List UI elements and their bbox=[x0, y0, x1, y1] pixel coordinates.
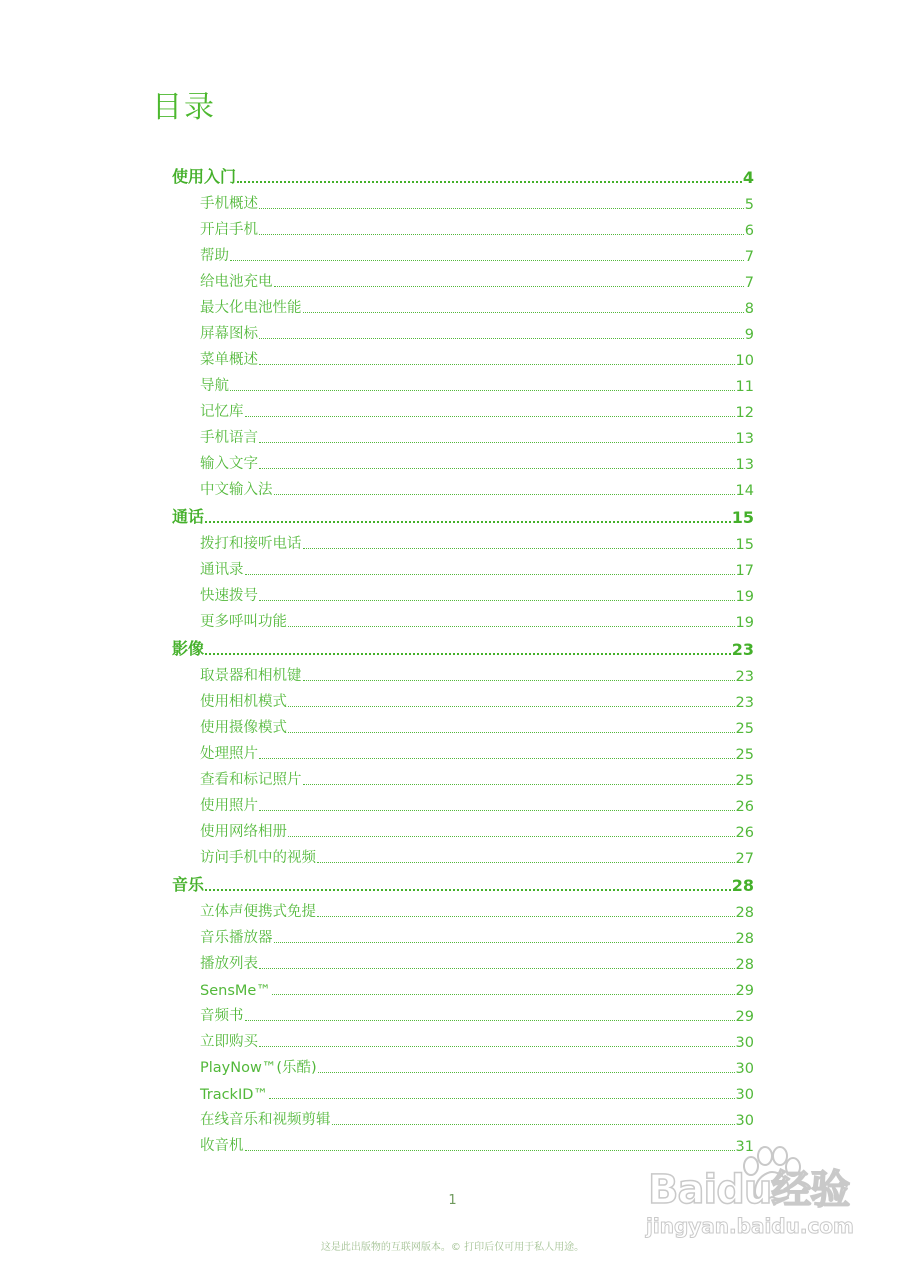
toc-label: TrackID™ bbox=[200, 1087, 268, 1103]
toc-label: 访问手机中的视频 bbox=[200, 850, 316, 866]
toc-entry bbox=[172, 449, 754, 475]
dot-leader bbox=[274, 493, 735, 495]
toc-label: 音乐 bbox=[172, 875, 205, 894]
toc-label: 通话 bbox=[172, 507, 205, 526]
toc-page-number: 13 bbox=[735, 431, 754, 447]
toc-entry bbox=[172, 371, 754, 397]
dot-leader bbox=[259, 967, 735, 969]
dot-leader bbox=[237, 180, 742, 183]
toc-page-number: 28 bbox=[735, 931, 754, 947]
toc-page-number: 23 bbox=[731, 640, 754, 659]
toc-entry bbox=[172, 529, 754, 555]
toc-page-number: 28 bbox=[731, 876, 754, 895]
footer-note: 这是此出版物的互联网版本。© 打印后仅可用于私人用途。 bbox=[320, 1242, 585, 1253]
toc-entry bbox=[172, 1053, 754, 1079]
toc-label: 手机概述 bbox=[200, 196, 258, 212]
toc-entry bbox=[172, 1105, 754, 1131]
toc-entry bbox=[172, 215, 754, 241]
dot-leader bbox=[259, 809, 735, 811]
watermark-url: jingyan.baidu.com bbox=[646, 1214, 854, 1238]
dot-leader bbox=[245, 415, 735, 417]
toc-entry bbox=[172, 661, 754, 687]
toc-entry bbox=[172, 475, 754, 501]
toc-label: 更多呼叫功能 bbox=[200, 614, 287, 630]
toc-entry bbox=[172, 581, 754, 607]
toc-page-number: 31 bbox=[735, 1139, 754, 1155]
toc-label: 最大化电池性能 bbox=[200, 300, 302, 316]
toc-entry bbox=[172, 189, 754, 215]
toc-page-number: 29 bbox=[735, 983, 754, 999]
toc-label: 使用摄像模式 bbox=[200, 720, 287, 736]
toc-label: 通讯录 bbox=[200, 562, 244, 578]
dot-leader bbox=[259, 599, 735, 601]
toc-label: 处理照片 bbox=[200, 746, 258, 762]
toc-label: 查看和标记照片 bbox=[200, 772, 302, 788]
toc-entry bbox=[172, 923, 754, 949]
toc-label: 快速拨号 bbox=[200, 588, 258, 604]
toc-entry bbox=[172, 267, 754, 293]
dot-leader bbox=[332, 1123, 735, 1125]
toc-page-number: 25 bbox=[735, 747, 754, 763]
toc-page-number: 7 bbox=[744, 249, 754, 265]
toc-page-number: 26 bbox=[735, 799, 754, 815]
dot-leader bbox=[259, 363, 735, 365]
toc-label: 给电池充电 bbox=[200, 274, 273, 290]
toc-entry bbox=[172, 555, 754, 581]
toc-entry bbox=[172, 897, 754, 923]
toc-label: 播放列表 bbox=[200, 956, 258, 972]
toc-label: 立即购买 bbox=[200, 1034, 258, 1050]
toc-label: 使用相机模式 bbox=[200, 694, 287, 710]
dot-leader bbox=[259, 441, 735, 443]
dot-leader bbox=[274, 285, 744, 287]
dot-leader bbox=[230, 259, 744, 261]
toc-label: 使用入门 bbox=[172, 167, 237, 186]
toc-entry bbox=[172, 975, 754, 1001]
dot-leader bbox=[288, 625, 735, 627]
toc-label: SensMe™ bbox=[200, 983, 271, 999]
dot-leader bbox=[272, 993, 735, 995]
toc-entry bbox=[172, 345, 754, 371]
toc-entry bbox=[172, 319, 754, 345]
toc-page-number: 23 bbox=[735, 669, 754, 685]
dot-leader bbox=[259, 233, 744, 235]
toc-page-number: 19 bbox=[735, 615, 754, 631]
dot-leader bbox=[269, 1097, 735, 1099]
dot-leader bbox=[288, 835, 735, 837]
dot-leader bbox=[317, 915, 735, 917]
dot-leader bbox=[245, 1019, 735, 1021]
watermark-logo: Baidu经验 bbox=[648, 1167, 850, 1213]
dot-leader bbox=[205, 888, 731, 891]
toc-page-number: 30 bbox=[735, 1113, 754, 1129]
toc-label: 取景器和相机键 bbox=[200, 668, 302, 684]
toc-entry bbox=[172, 293, 754, 319]
toc-label: 开启手机 bbox=[200, 222, 258, 238]
dot-leader bbox=[303, 547, 735, 549]
dot-leader bbox=[303, 783, 735, 785]
toc-section-heading bbox=[172, 503, 754, 529]
toc-page-number: 15 bbox=[735, 537, 754, 553]
toc-page-number: 25 bbox=[735, 773, 754, 789]
toc-page-number: 29 bbox=[735, 1009, 754, 1025]
dot-leader bbox=[303, 679, 735, 681]
page-number: 1 bbox=[448, 1193, 457, 1208]
toc-label: 屏幕图标 bbox=[200, 326, 258, 342]
toc-page-number: 7 bbox=[744, 275, 754, 291]
toc-page-number: 9 bbox=[744, 327, 754, 343]
toc-page-number: 27 bbox=[735, 851, 754, 867]
toc-page-number: 28 bbox=[735, 957, 754, 973]
toc-label: 立体声便携式免提 bbox=[200, 904, 316, 920]
toc-label: 导航 bbox=[200, 378, 229, 394]
toc-label: 在线音乐和视频剪辑 bbox=[200, 1112, 331, 1128]
toc-page-number: 25 bbox=[735, 721, 754, 737]
toc-section-heading bbox=[172, 871, 754, 897]
toc-page-number: 30 bbox=[735, 1087, 754, 1103]
toc-entry bbox=[172, 817, 754, 843]
page-title: 目录 bbox=[152, 90, 216, 125]
toc-entry bbox=[172, 607, 754, 633]
toc-label: 音乐播放器 bbox=[200, 930, 273, 946]
toc-label: 手机语言 bbox=[200, 430, 258, 446]
toc-label: 音频书 bbox=[200, 1008, 244, 1024]
toc-page-number: 5 bbox=[744, 197, 754, 213]
dot-leader bbox=[245, 573, 735, 575]
toc-entry bbox=[172, 687, 754, 713]
dot-leader bbox=[205, 520, 731, 523]
toc-entry bbox=[172, 241, 754, 267]
toc-page-number: 30 bbox=[735, 1035, 754, 1051]
toc-label: 中文输入法 bbox=[200, 482, 273, 498]
toc-entry bbox=[172, 423, 754, 449]
toc-page-number: 30 bbox=[735, 1061, 754, 1077]
dot-leader bbox=[288, 731, 735, 733]
dot-leader bbox=[288, 705, 735, 707]
toc-page-number: 28 bbox=[735, 905, 754, 921]
toc-page-number: 10 bbox=[735, 353, 754, 369]
toc-page-number: 14 bbox=[735, 483, 754, 499]
toc-entry bbox=[172, 713, 754, 739]
dot-leader bbox=[230, 389, 735, 391]
dot-leader bbox=[259, 207, 744, 209]
toc-entry bbox=[172, 1079, 754, 1105]
dot-leader bbox=[303, 311, 744, 313]
toc-page-number: 8 bbox=[744, 301, 754, 317]
dot-leader bbox=[259, 337, 744, 339]
toc-page-number: 6 bbox=[744, 223, 754, 239]
dot-leader bbox=[205, 652, 731, 655]
toc-label: 菜单概述 bbox=[200, 352, 258, 368]
toc-entry bbox=[172, 843, 754, 869]
toc-entry bbox=[172, 1027, 754, 1053]
table-of-contents bbox=[172, 163, 754, 1157]
dot-leader bbox=[259, 757, 735, 759]
toc-page-number: 15 bbox=[731, 508, 754, 527]
toc-entry bbox=[172, 791, 754, 817]
toc-label: 使用网络相册 bbox=[200, 824, 287, 840]
toc-label: 帮助 bbox=[200, 248, 229, 264]
toc-label: PlayNow™(乐酷) bbox=[200, 1060, 317, 1076]
toc-page-number: 4 bbox=[742, 168, 754, 187]
baidu-watermark bbox=[640, 1140, 870, 1250]
toc-page-number: 12 bbox=[735, 405, 754, 421]
toc-entry bbox=[172, 765, 754, 791]
dot-leader bbox=[259, 467, 735, 469]
toc-page-number: 11 bbox=[735, 379, 754, 395]
toc-entry bbox=[172, 739, 754, 765]
dot-leader bbox=[274, 941, 735, 943]
toc-label: 影像 bbox=[172, 639, 205, 658]
toc-label: 输入文字 bbox=[200, 456, 258, 472]
toc-page-number: 23 bbox=[735, 695, 754, 711]
dot-leader bbox=[259, 1045, 735, 1047]
toc-entry bbox=[172, 1001, 754, 1027]
toc-entry bbox=[172, 949, 754, 975]
toc-entry bbox=[172, 397, 754, 423]
dot-leader bbox=[317, 861, 735, 863]
toc-page-number: 13 bbox=[735, 457, 754, 473]
toc-label: 收音机 bbox=[200, 1138, 244, 1154]
toc-label: 使用照片 bbox=[200, 798, 258, 814]
toc-section-heading bbox=[172, 635, 754, 661]
toc-section-heading bbox=[172, 163, 754, 189]
toc-label: 拨打和接听电话 bbox=[200, 536, 302, 552]
dot-leader bbox=[318, 1071, 735, 1073]
toc-page-number: 26 bbox=[735, 825, 754, 841]
toc-label: 记忆库 bbox=[200, 404, 244, 420]
toc-page-number: 19 bbox=[735, 589, 754, 605]
toc-page-number: 17 bbox=[735, 563, 754, 579]
